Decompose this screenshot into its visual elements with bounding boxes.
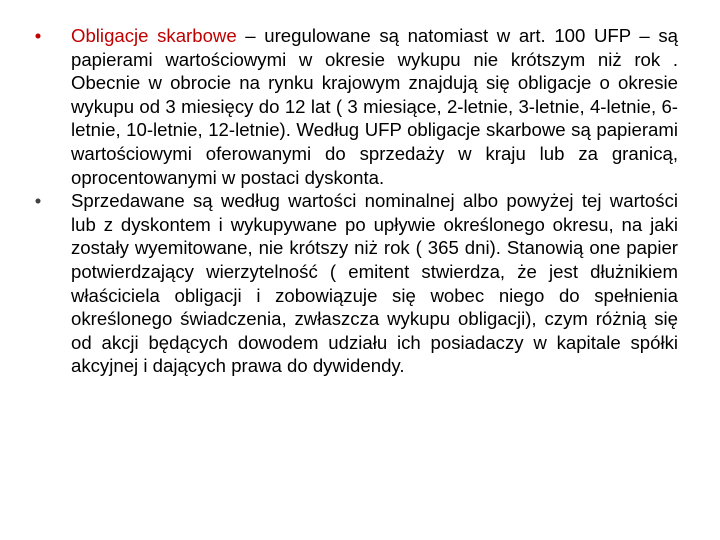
bullet-term: Obligacje skarbowe — [71, 25, 237, 46]
bullet-dot-icon: • — [34, 25, 42, 46]
bullet-item-sprzedawane — [28, 189, 678, 378]
bullet-item-obligacje-skarbowe — [28, 24, 678, 189]
bullet-text: Sprzedawane są według wartości nominalnej albo powyżej tej wartości lub z dyskontem i wykupywane po upływie określonego okresu, na jaki zostały wyemitowane, nie krótszy niż rok ( 365 dni). Stanowią one papier potwierdzający wierzytelność ( emitent stwierdza, że jest dłużnikiem właściciela obligacji i zobowiązuje się wobec niego do spełnienia określonego świadczenia, zwłaszcza wykupu obligacji), czym różnią się od akcji będących dowodem udziału ich posiadaczy w kapitale spółki akcyjnej i dających prawa do dywidendy. — [71, 190, 678, 377]
bullet-dot-icon: • — [34, 190, 42, 212]
bullet-list — [28, 24, 678, 378]
bullet-text: – uregulowane są natomiast w art. 100 UFP – są papierami wartościowymi w okresie wykupu nie krótszym niż rok . Obecnie w obrocie na rynku krajowym znajdują się obligacje o okresie wykupu od 3 miesięcy do 12 lat ( 3 miesiące, 2-letnie, 3-letnie, 4-letnie, 6-letnie, 10-letnie, 12-letnie). Według UFP obligacje skarbowe są papierami wartościowymi oferowanymi do sprzedaży w kraju lub za granicą, oprocentowanymi w postaci dyskonta. — [71, 25, 678, 188]
